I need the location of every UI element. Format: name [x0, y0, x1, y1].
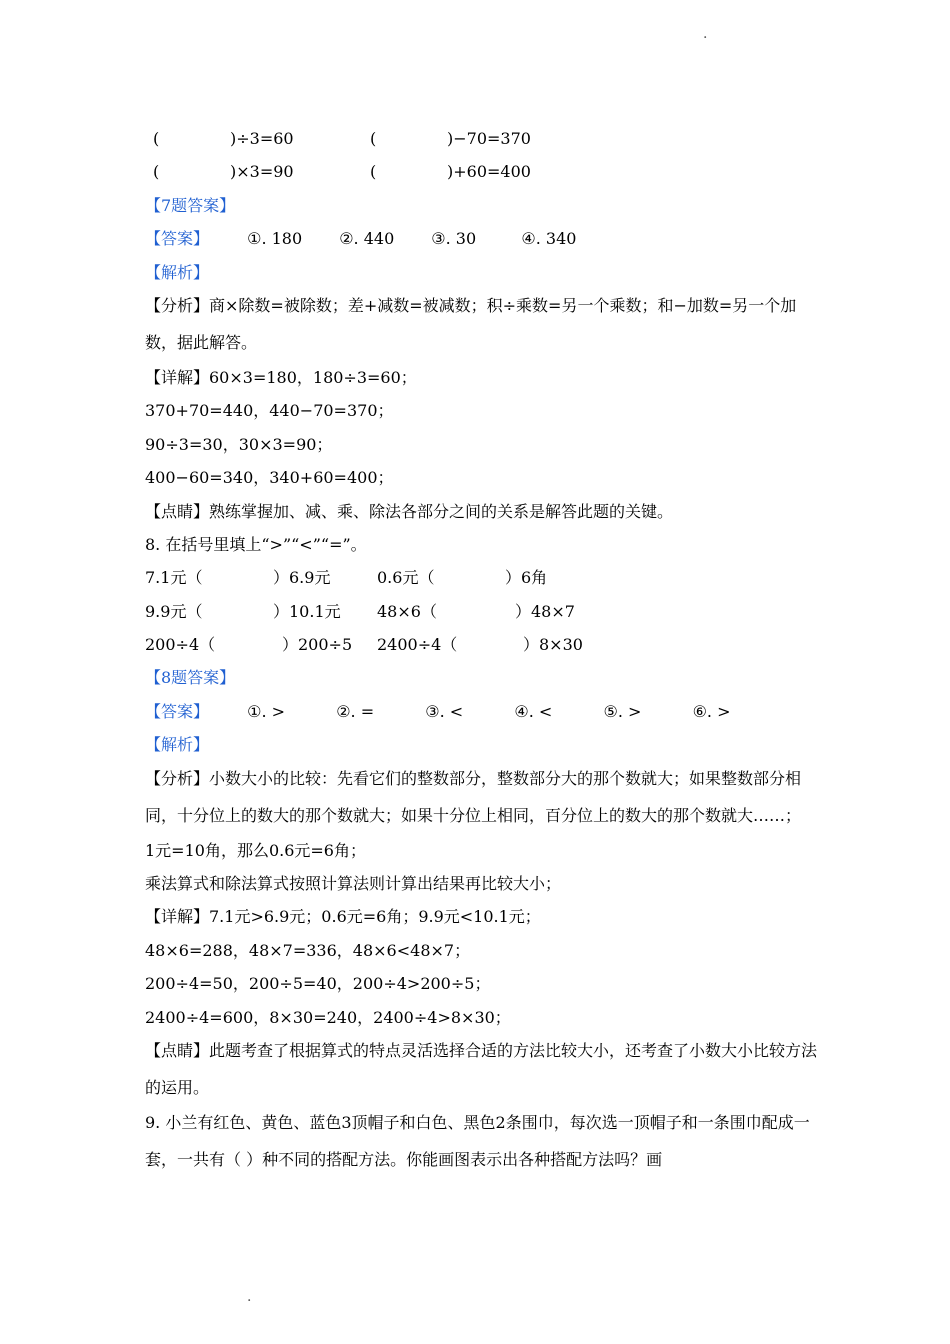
q8-detail-2: 48×6=288，48×7=336，48×6<48×7； [145, 940, 471, 960]
q8-detail-1: 【详解】7.1元>6.9元；0.6元=6角；9.9元<10.1元； [145, 907, 541, 927]
q7-detail-1: 【详解】60×3=180，180÷3=60； [145, 367, 417, 387]
q8-question: 8. 在括号里填上“>”“<”“=”。 [145, 534, 367, 554]
document-body [145, 122, 825, 1178]
q8-analysis-title: 【解析】 [145, 735, 210, 755]
q8-answer-title: 【8题答案】 [145, 668, 236, 688]
q7-detail-2: 370+70=440，440−70=370； [145, 401, 394, 421]
q7-fill-row-1: ( )÷3=60 ( )−70=370 [153, 129, 531, 148]
q7-answer-line: 【答案】 ①. 180 ②. 440 ③. 30 ④. 340 [145, 229, 577, 249]
q7-fill-row-2: ( )×3=90 ( )+60=400 [153, 162, 531, 182]
q8-row-3: 200÷4（ ）200÷5 2400÷4（ ）8×30 [145, 635, 583, 655]
q7-analysis: 【分析】商×除数=被除数；差+减数=被减数；积÷乘数=另一个乘数；和−加数=另一个加数，据此解答。 [145, 295, 797, 352]
q8-detail-4: 2400÷4=600，8×30=240，2400÷4>8×30； [145, 1007, 511, 1027]
q8-note-1: 1元=10角，那么0.6元=6角； [145, 840, 366, 860]
q7-answer-title: 【7题答案】 [145, 195, 236, 215]
header-dot: · [703, 30, 708, 46]
q8-row-1: 7.1元（ ）6.9元 0.6元（ ）6角 [145, 568, 548, 588]
q8-answer-line: 【答案】 ①. > ②. = ③. < ④. < ⑤. > ⑥. > [145, 701, 731, 721]
footer-dot: · [247, 1293, 252, 1309]
q9-question: 9. 小兰有红色、黄色、蓝色3顶帽子和白色、黑色2条围巾，每次选一顶帽子和一条围巾配成一套，一共有（ ）种不同的搭配方法。你能画图表示出各种搭配方法吗？画 [145, 1112, 810, 1169]
q7-analysis-title: 【解析】 [145, 262, 210, 282]
q8-note-2: 乘法算式和除法算式按照计算法则计算出结果再比较大小； [145, 874, 562, 894]
q7-tip: 【点睛】熟练掌握加、减、乘、除法各部分之间的关系是解答此题的关键。 [145, 501, 674, 521]
q8-row-2: 9.9元（ ）10.1元 48×6（ ）48×7 [145, 601, 575, 621]
q7-detail-3: 90÷3=30，30×3=90； [145, 434, 333, 454]
q8-detail-3: 200÷4=50，200÷5=40，200÷4>200÷5； [145, 974, 491, 994]
q7-detail-4: 400−60=340，340+60=400； [145, 468, 394, 488]
q8-tip: 【点睛】此题考查了根据算式的特点灵活选择合适的方法比较大小，还考查了小数大小比较方法的运用。 [145, 1040, 818, 1097]
q8-analysis: 【分析】小数大小的比较：先看它们的整数部分，整数部分大的那个数就大；如果整数部分相同，十分位上的数大的那个数就大；如果十分位上相同，百分位上的数大的那个数就大……； [145, 768, 802, 825]
